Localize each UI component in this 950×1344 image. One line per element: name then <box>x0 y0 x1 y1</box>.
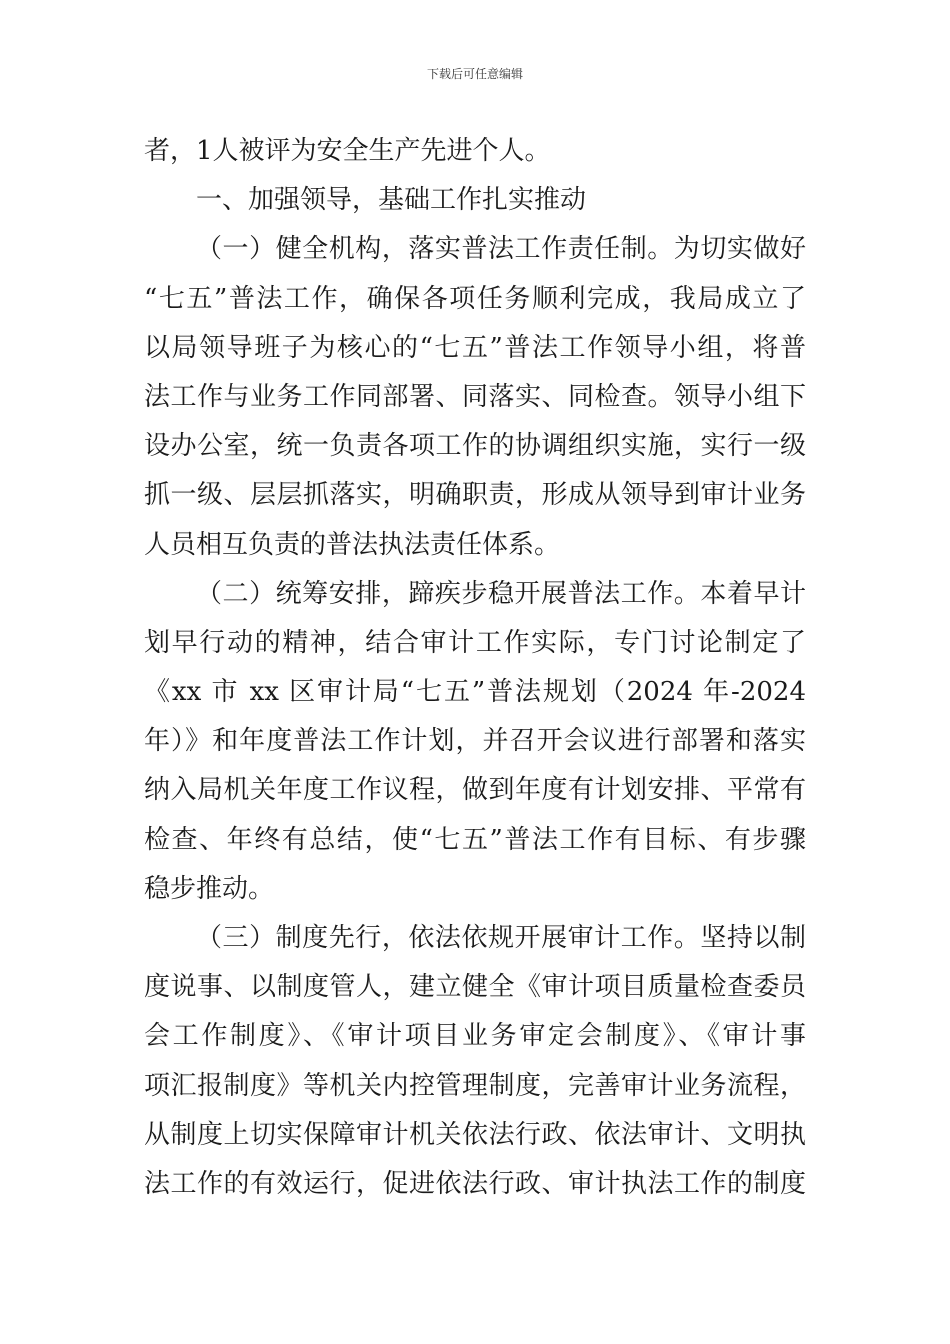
page-header-note: 下载后可任意编辑 <box>426 67 523 81</box>
text-line: 稳步推动。 <box>144 873 275 904</box>
text-line: 法工作与业务工作同部署、同落实、同检查。领导小组下 <box>144 381 806 412</box>
section-heading: 一、加强领导，基础工作扎实推动 <box>196 185 587 216</box>
text-line: 以局领导班子为核心的“七五”普法工作领导小组，将普 <box>144 332 806 363</box>
text-line: （三）制度先行，依法依规开展审计工作。坚持以制 <box>196 923 806 953</box>
text-line: （一）健全机构，落实普法工作责任制。为切实做好 <box>196 234 806 265</box>
text-line: 法工作的有效运行，促进依法行政、审计执法工作的制度 <box>144 1168 806 1199</box>
text-line: 项汇报制度》等机关内控管理制度，完善审计业务流程， <box>144 1070 806 1101</box>
text-line: 设办公室，统一负责各项工作的协调组织实施，实行一级 <box>144 431 806 462</box>
text-line: 度说事、以制度管人，建立健全《审计项目质量检查委员 <box>144 972 806 1003</box>
body-text <box>144 127 806 1209</box>
text-line: 抓一级、层层抓落实，明确职责，形成从领导到审计业务 <box>144 480 806 511</box>
text-line: 纳入局机关年度工作议程，做到年度有计划安排、平常有 <box>144 775 806 806</box>
text-line: 者，1人被评为安全生产先进个人。 <box>144 136 551 166</box>
text-line: 检查、年终有总结，使“七五”普法工作有目标、有步骤 <box>144 824 806 855</box>
text-line: 划早行动的精神，结合审计工作实际，专门讨论制定了 <box>144 627 806 658</box>
text-line: 《xx 市 xx 区审计局“七五”普法规划（2024 年-2024 <box>144 677 806 708</box>
text-line: 人员相互负责的普法执法责任体系。 <box>144 529 561 560</box>
text-line: “七五”普法工作，确保各项任务顺利完成，我局成立了 <box>144 283 806 314</box>
text-line: 从制度上切实保障审计机关依法行政、依法审计、文明执 <box>144 1119 806 1150</box>
text-line: 年）》和年度普法工作计划，并召开会议进行部署和落实 <box>144 726 806 757</box>
text-line: 会工作制度》、《审计项目业务审定会制度》、《审计事 <box>144 1021 806 1052</box>
text-line: （二）统筹安排，蹄疾步稳开展普法工作。本着早计 <box>196 578 806 609</box>
